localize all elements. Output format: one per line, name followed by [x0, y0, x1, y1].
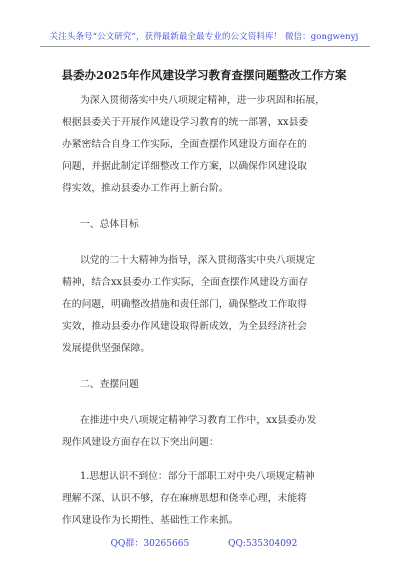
text-line: 现作风建设方面存在以下突出问题：	[62, 437, 219, 448]
problem-item-1	[62, 466, 352, 532]
text-line: 理解不深、认识不够，存在麻痹思想和侥幸心理，未能将	[62, 493, 307, 504]
header-divider	[40, 46, 370, 47]
text-line: 得实效，推动县委办工作再上新台阶。	[62, 183, 229, 194]
text-line: 办紧密结合自身工作实际，全面查摆作风建设方面存在的	[62, 139, 307, 150]
text-line: 在推进中央八项规定精神学习教育工作中，xx县委办发	[80, 415, 317, 426]
document-title: 县委办2025年作风建设学习教育查摆问题整改工作方案	[61, 68, 347, 82]
text-line: 作风建设作为长期性、基础性工作来抓。	[62, 515, 239, 526]
intro-paragraph	[62, 90, 352, 200]
document-body	[62, 90, 352, 532]
goals-paragraph	[62, 250, 352, 360]
footer-contact	[0, 536, 408, 549]
text-line: 精神，结合xx县委办工作实际，全面查摆作风建设方面存	[62, 277, 309, 288]
text-line: 为深入贯彻落实中央八项规定精神，进一步巩固和拓展，	[80, 95, 325, 106]
text-line: 根据县委关于开展作风建设学习教育的统一部署，xx县委	[62, 117, 309, 128]
problems-paragraph	[62, 410, 352, 454]
section-heading-goals: 一、总体目标	[80, 219, 139, 230]
footer-qq-group: QQ群：30265665	[110, 539, 190, 549]
header-note: 关注头条号“公文研究”，获得最新最全最专业的公文资料库！ 微信：gongwenyj	[49, 32, 359, 42]
section-heading-problems: 二、查摆问题	[80, 379, 139, 390]
text-line: 发展提供坚强保障。	[62, 343, 151, 354]
footer-qq-number: QQ:535304092	[228, 539, 298, 549]
text-line: 实效，推动县委办作风建设取得新成效，为全县经济社会	[62, 321, 307, 332]
text-line: 在的问题，明确整改措施和责任部门，确保整改工作取得	[62, 299, 307, 310]
text-line: 以党的二十大精神为指导，深入贯彻落实中央八项规定	[80, 255, 316, 266]
text-line: 1.思想认识不到位：部分干部职工对中央八项规定精神	[80, 471, 315, 482]
text-line: 问题，并据此制定详细整改工作方案，以确保作风建设取	[62, 161, 307, 172]
